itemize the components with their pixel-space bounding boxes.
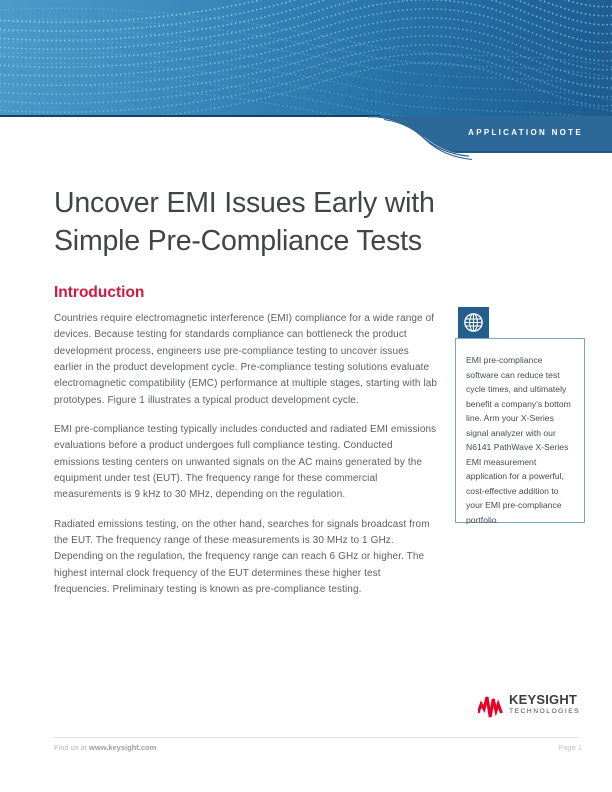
- swoosh-graphic: [368, 113, 478, 168]
- keysight-logo: [478, 693, 580, 719]
- page-number: Page 1: [558, 743, 582, 752]
- paragraph: EMI pre-compliance testing typically includes conducted and radiated EMI emissions evaluations before a product undergoes full compliance testing. Conducted emissions testing centers on unwanted signals on the AC mains generated by the equipment under test (EUT). The frequency range for these commercial measurements is 9 kHz to 30 MHz, depending on the regulation.: [54, 424, 437, 501]
- keysight-waveform-icon: [478, 695, 504, 719]
- section-heading-introduction: Introduction: [54, 284, 145, 301]
- page-title-line1: Uncover EMI Issues Early with: [54, 187, 435, 219]
- logo-text: [509, 693, 580, 716]
- body-column: [54, 311, 438, 612]
- sidebar-callout-box: [455, 338, 585, 526]
- logo-subname: TECHNOLOGIES: [509, 708, 581, 715]
- footer-rule: [54, 737, 578, 738]
- paragraph: Radiated emissions testing, on the other hand, searches for signals broadcast from the EUT. The frequency range of these measurements is 30 MHz to 1 GHz. Depending on the regulation, the frequency range can reach 6 GHz or higher. The highest internal clock frequency of the EUT determines these higher test frequencies. Preliminary testing is known as pre-compliance testing.: [54, 518, 430, 596]
- footer-find-us: [54, 743, 156, 752]
- page-title: [54, 184, 534, 260]
- callout-text: EMI pre-compliance software can reduce test cycle times, and ultimately benefit a company's bottom line. Arm your X-Series signal analyzer with our N6141 PathWave X-Series EMI measurement application for a powerful, cost-effective addition to your EMI pre-compliance portfolio.: [466, 355, 571, 526]
- paragraph: Countries require electromagnetic interference (EMI) compliance for a wide range of devices. Because testing for standards compliance can bottleneck the product development process, engineers use pre-compliance testing to uncover issues earlier in the product development cycle. Pre-compliance testing solutions evaluate electromagnetic compatibility (EMC) performance at multiple stages, starting with lab prototypes. Figure 1 illustrates a typical product development cycle.: [54, 313, 438, 406]
- globe-icon: [458, 307, 489, 338]
- page-title-line2: Simple Pre-Compliance Tests: [54, 225, 422, 257]
- banner-bottom-rule: [0, 115, 380, 117]
- footer-prefix: Find us at: [54, 743, 90, 752]
- keysight-link[interactable]: www.keysight.com: [89, 743, 157, 752]
- banner-graphic: [0, 0, 612, 117]
- logo-name: KEYSIGHT: [509, 692, 578, 707]
- application-note-label: APPLICATION NOTE: [468, 128, 583, 137]
- dotted-wave-pattern: [0, 0, 612, 117]
